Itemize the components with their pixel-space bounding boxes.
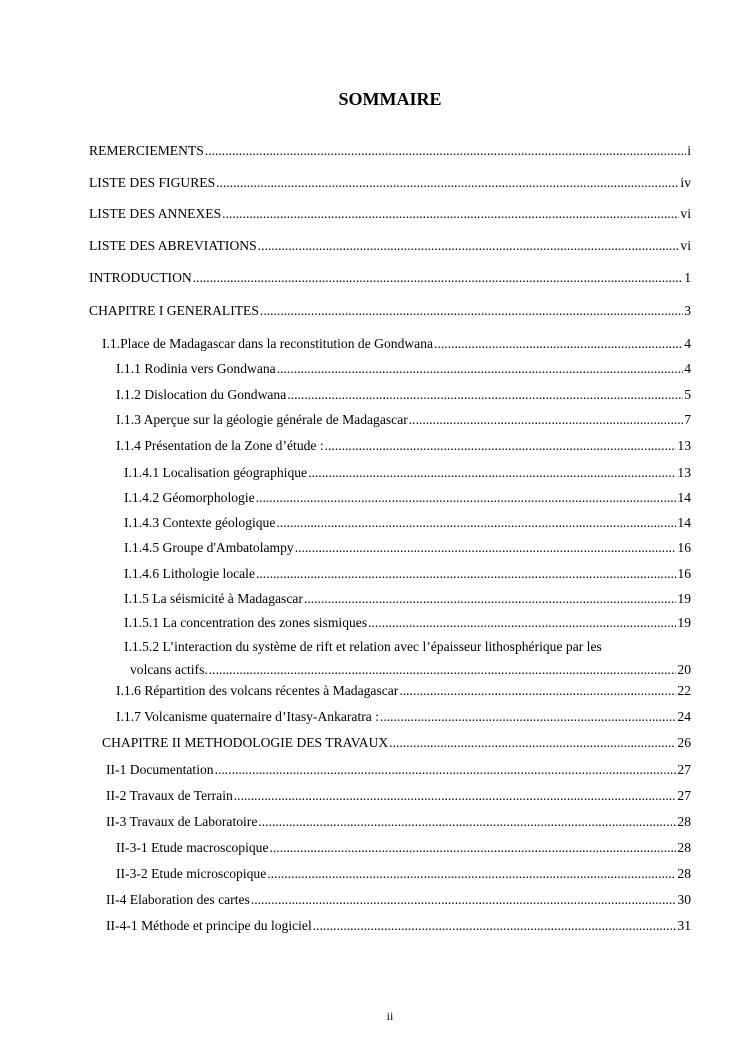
toc-leader	[368, 615, 676, 631]
toc-label: II-4-1 Méthode et principe du logiciel	[106, 918, 312, 933]
toc-label: II-3-1 Etude macroscopique	[116, 840, 269, 855]
toc-label: REMERCIEMENTS	[89, 143, 204, 158]
toc-entry-2-2[interactable]	[106, 788, 691, 804]
toc-label: CHAPITRE I GENERALITES	[89, 303, 259, 318]
toc-leader	[313, 918, 677, 934]
toc-page-number: iv	[680, 175, 691, 190]
toc-leader	[216, 175, 679, 191]
toc-label: I.1.2 Dislocation du Gondwana	[116, 387, 287, 402]
page-title: SOMMAIRE	[338, 89, 442, 109]
toc-label: LISTE DES ANNEXES	[89, 206, 222, 221]
toc-label: LISTE DES FIGURES	[89, 175, 216, 190]
toc-leader	[222, 206, 679, 222]
footer-page-number: ii	[386, 1009, 394, 1023]
toc-entry-liste-abreviations[interactable]	[89, 238, 691, 254]
toc-leader	[193, 270, 684, 286]
toc-entry-1-1-2[interactable]	[116, 387, 691, 403]
toc-label: II-3 Travaux de Laboratoire	[106, 814, 258, 829]
toc-entry-remerciements[interactable]	[89, 143, 691, 159]
toc-label: II-3-2 Etude microscopique	[116, 866, 267, 881]
toc-page-number: 28	[677, 866, 691, 881]
toc-page-number: 27	[677, 788, 691, 803]
toc-page-number: 4	[684, 361, 691, 376]
toc-leader	[389, 735, 676, 751]
toc-leader	[209, 662, 677, 678]
toc-entry-1-1-4-6[interactable]	[124, 566, 691, 582]
toc-leader	[260, 303, 683, 319]
toc-label: I.1.5.1 La concentration des zones sismiques	[124, 615, 368, 630]
toc-page-number: 5	[684, 387, 691, 402]
toc-leader	[234, 788, 677, 804]
toc-page-number: 13	[677, 438, 691, 453]
toc-leader	[325, 438, 677, 454]
toc-page-number: 28	[677, 840, 691, 855]
toc-entry-1-1-5-2[interactable]	[124, 639, 691, 678]
toc-label: I.1.Place de Madagascar dans la reconstitution de Gondwana	[102, 336, 434, 351]
toc-label: I.1.6 Répartition des volcans récentes à Madagascar	[116, 683, 399, 698]
toc-entry-liste-annexes[interactable]	[89, 206, 691, 222]
toc-entry-1-1-5[interactable]	[124, 591, 691, 607]
toc-label: II-2 Travaux de Terrain	[106, 788, 233, 803]
toc-entry-1-1-4-2[interactable]	[124, 490, 691, 506]
toc-label: I.1.4.5 Groupe d'Ambatolampy	[124, 540, 294, 555]
toc-leader	[215, 762, 677, 778]
toc-page-number: 19	[677, 591, 691, 606]
toc-entry-2-1[interactable]	[106, 762, 691, 778]
toc-label: II-1 Documentation	[106, 762, 214, 777]
toc-label: I.1.4.1 Localisation géographique	[124, 465, 308, 480]
toc-entry-liste-figures[interactable]	[89, 175, 691, 191]
toc-page-number: vi	[680, 238, 691, 253]
toc-page-number: 14	[677, 490, 691, 505]
toc-entry-introduction[interactable]	[89, 270, 691, 286]
toc-page-number: 3	[684, 303, 691, 318]
toc-page-number: 1	[684, 270, 691, 285]
toc-label: INTRODUCTION	[89, 270, 192, 285]
toc-leader	[258, 238, 680, 254]
toc-entry-2-4-1[interactable]	[106, 918, 691, 934]
toc-leader	[256, 566, 676, 582]
toc-entry-chapitre-2[interactable]	[102, 735, 691, 751]
toc-leader	[267, 866, 676, 882]
toc-leader	[258, 814, 676, 830]
toc-page-number: 16	[677, 540, 691, 555]
toc-entry-2-3[interactable]	[106, 814, 691, 830]
toc-leader	[308, 465, 676, 481]
toc-label: II-4 Elaboration des cartes	[106, 892, 250, 907]
toc-page-number: 28	[677, 814, 691, 829]
toc-leader	[256, 490, 677, 506]
toc-page-number: 16	[677, 566, 691, 581]
toc-page-number: 30	[677, 892, 691, 907]
toc-entry-1-1-4[interactable]	[116, 438, 691, 454]
toc-entry-1-1-1[interactable]	[116, 361, 691, 377]
toc-label-continued: volcans actifs.	[130, 662, 208, 677]
toc-page-number: 27	[677, 762, 691, 777]
toc-label: LISTE DES ABREVIATIONS	[89, 238, 257, 253]
toc-leader	[287, 387, 683, 403]
toc-leader	[270, 840, 677, 856]
toc-entry-2-3-1[interactable]	[116, 840, 691, 856]
toc-page-number: 19	[677, 615, 691, 630]
toc-entry-1-1-3[interactable]	[116, 412, 691, 428]
toc-entry-chapitre-1[interactable]	[89, 303, 691, 319]
toc-entry-1-1-4-5[interactable]	[124, 540, 691, 556]
toc-page-number: 14	[677, 515, 691, 530]
toc-page-number: 24	[677, 709, 691, 724]
toc-page-number: 22	[677, 683, 691, 698]
toc-label: I.1.1 Rodinia vers Gondwana	[116, 361, 276, 376]
toc-page-number: i	[687, 143, 691, 158]
toc-entry-1-1-7[interactable]	[116, 709, 691, 725]
toc-leader	[434, 336, 683, 352]
toc-label: I.1.5.2 L’interaction du système de rift et relation avec l’épaisseur lithosphérique par les	[124, 639, 602, 654]
toc-page-number: 31	[677, 918, 691, 933]
toc-page-number: 4	[684, 336, 691, 351]
toc-leader	[295, 540, 677, 556]
toc-label: I.1.4.2 Géomorphologie	[124, 490, 255, 505]
toc-page-number: 26	[677, 735, 691, 750]
toc-page-number: 13	[677, 465, 691, 480]
toc-entry-1-1-4-1[interactable]	[124, 465, 691, 481]
toc-leader	[380, 709, 676, 725]
toc-page-number: 20	[677, 662, 691, 677]
toc-label: CHAPITRE II METHODOLOGIE DES TRAVAUX	[102, 735, 389, 750]
toc-entry-section-1-1[interactable]	[102, 336, 691, 352]
toc-leader	[399, 683, 676, 699]
toc-entry-1-1-6[interactable]	[116, 683, 691, 699]
toc-entry-1-1-5-1[interactable]	[124, 615, 691, 631]
toc-leader	[304, 591, 676, 607]
toc-leader	[277, 361, 684, 377]
toc-leader	[409, 412, 683, 428]
toc-entry-1-1-4-3[interactable]	[124, 515, 691, 531]
toc-entry-2-4[interactable]	[106, 892, 691, 908]
toc-label: I.1.4 Présentation de la Zone d’étude :	[116, 438, 324, 453]
toc-leader	[205, 143, 686, 159]
toc-label: I.1.5 La séismicité à Madagascar	[124, 591, 303, 606]
toc-label: I.1.4.6 Lithologie locale	[124, 566, 255, 581]
toc-page-number: vi	[680, 206, 691, 221]
toc-leader	[251, 892, 677, 908]
toc-label: I.1.7 Volcanisme quaternaire d’Itasy-Ankaratra :	[116, 709, 379, 724]
toc-label: I.1.4.3 Contexte géologique	[124, 515, 276, 530]
toc-leader	[276, 515, 676, 531]
toc-entry-2-3-2[interactable]	[116, 866, 691, 882]
toc-label: I.1.3 Aperçue sur la géologie générale de Madagascar	[116, 412, 408, 427]
toc-page-number: 7	[684, 412, 691, 427]
